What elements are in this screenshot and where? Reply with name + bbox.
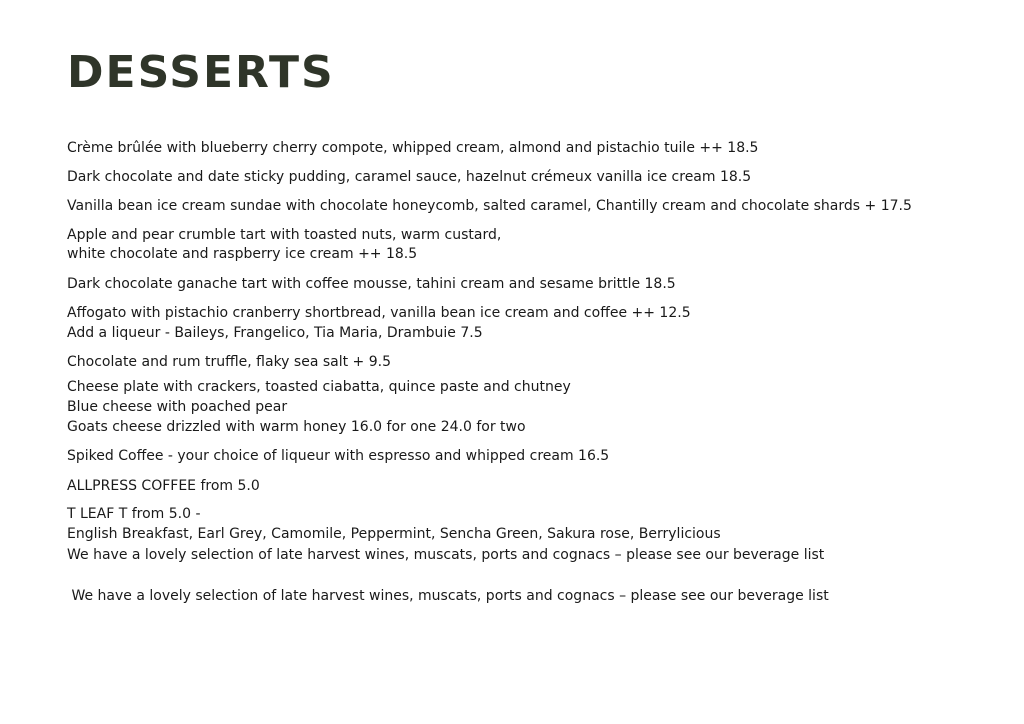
beverage-note: We have a lovely selection of late harvest wines, muscats, ports and cognacs – please see our beverage list (67, 547, 825, 563)
menu-item-liqueur-addon: Add a liqueur - Baileys, Frangelico, Tia Maria, Drambuie 7.5 (67, 325, 483, 341)
menu-item-goats-cheese: Goats cheese drizzled with warm honey 16.0 for one 24.0 for two (67, 419, 526, 435)
menu-item-blue-cheese: Blue cheese with poached pear (67, 399, 288, 415)
menu-item-affogato: Affogato with pistachio cranberry shortbread, vanilla bean ice cream and coffee ++ 12.5 (67, 305, 691, 321)
menu-item-tea-list: English Breakfast, Earl Grey, Camomile, Peppermint, Sencha Green, Sakura rose, Berrylicious (67, 526, 721, 542)
menu-item-ice-cream-sundae: Vanilla bean ice cream sundae with chocolate honeycomb, salted caramel, Chantilly cream and chocolate shards + 17.5 (67, 198, 912, 214)
menu-item-tea-heading: T LEAF T from 5.0 - (67, 506, 201, 522)
menu-item-sticky-pudding: Dark chocolate and date sticky pudding, caramel sauce, hazelnut crémeux vanilla ice cream 18.5 (67, 169, 752, 185)
beverage-note-repeat: We have a lovely selection of late harvest wines, muscats, ports and cognacs – please see our beverage list (67, 588, 829, 604)
menu-item-rum-truffle: Chocolate and rum truffle, flaky sea salt + 9.5 (67, 354, 391, 370)
menu-item-allpress-coffee: ALLPRESS COFFEE from 5.0 (67, 478, 260, 494)
menu-item-ganache-tart: Dark chocolate ganache tart with coffee mousse, tahini cream and sesame brittle 18.5 (67, 276, 676, 292)
page-title: DESSERTS (67, 47, 335, 98)
menu-item-crumble-tart-line-1: Apple and pear crumble tart with toasted nuts, warm custard, (67, 227, 502, 243)
menu-item-cheese-plate: Cheese plate with crackers, toasted ciabatta, quince paste and chutney (67, 379, 571, 395)
menu-item-crumble-tart-line-2: white chocolate and raspberry ice cream ++ 18.5 (67, 246, 418, 262)
menu-item-creme-brulee: Crème brûlée with blueberry cherry compote, whipped cream, almond and pistachio tuile ++ 18.5 (67, 140, 759, 156)
menu-item-spiked-coffee: Spiked Coffee - your choice of liqueur with espresso and whipped cream 16.5 (67, 448, 610, 464)
